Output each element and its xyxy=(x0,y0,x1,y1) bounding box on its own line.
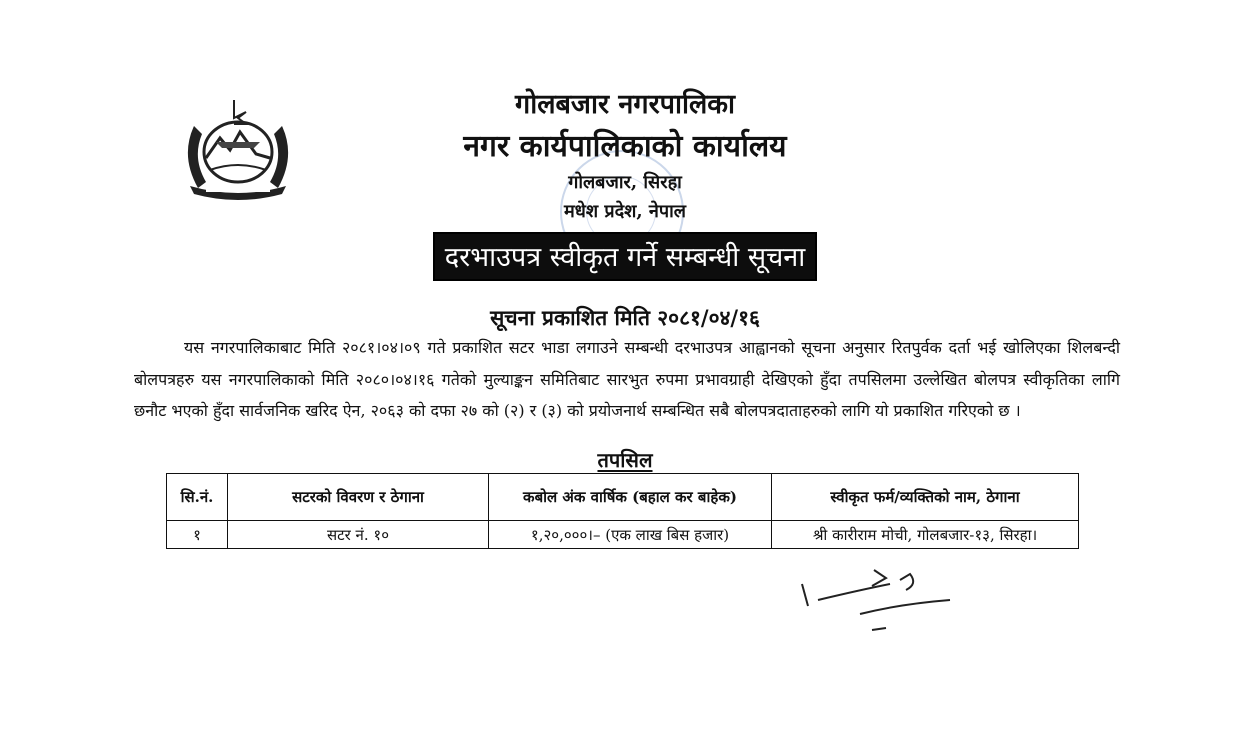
cell-serial: १ xyxy=(167,521,228,549)
col-shutter-header: सटरको विवरण र ठेगाना xyxy=(228,474,489,521)
notice-banner: दरभाउपत्र स्वीकृत गर्ने सम्बन्धी सूचना xyxy=(433,232,817,281)
notice-body: यस नगरपालिकाबाट मिति २०८१।०४।०९ गते प्रकाशित सटर भाडा लगाउने सम्बन्धी दरभाउपत्र आह्वानको सूचना अनुसार रितपुर्वक दर्ता भई खोलिएका शिलबन्दी बोलपत्रहरु यस नगरपालिकाको मिति २०८०।०४।१६ गतेको मुल्याङ्कन समितिबाट सारभुत रुपमा प्रभावग्राही देखिएको हुँदा तपसिलमा उल्लेखित बोलपत्र स्वीकृतिका लागि छनौट भएको हुँदा सार्वजनिक खरिद ऐन, २०६३ को दफा २७ को (२) र (३) को प्रयोजनार्थ सम्बन्धित सबै बोलपत्रदाताहरुको लागि यो प्रकाशित गरिएको छ । xyxy=(134,338,1120,420)
cell-shutter: सटर नं. १० xyxy=(228,521,489,549)
schedule-heading: तपसिल xyxy=(597,448,653,472)
address-line-1: गोलबजार, सिरहा xyxy=(568,172,682,193)
table-row xyxy=(167,521,1079,549)
cell-awardee: श्री कारीराम मोची, गोलबजार-१३, सिरहा। xyxy=(772,521,1079,549)
signature xyxy=(790,560,970,640)
table-header-row xyxy=(167,474,1079,521)
notice-banner-wrap xyxy=(0,232,1250,281)
col-serial-header: सि.नं. xyxy=(167,474,228,521)
col-awardee-header: स्वीकृत फर्म/व्यक्तिको नाम, ठेगाना xyxy=(772,474,1079,521)
office-name: नगर कार्यपालिकाको कार्यालय xyxy=(463,129,787,164)
published-date: सूचना प्रकाशित मिति २०८१/०४/१६ xyxy=(490,305,760,330)
cell-bid-amount: १,२०,०००।– (एक लाख बिस हजार) xyxy=(489,521,772,549)
col-bid-amount-header: कबोल अंक वार्षिक (बहाल कर बाहेक) xyxy=(489,474,772,521)
schedule-heading-wrap xyxy=(0,446,1250,473)
accepted-bid-table xyxy=(166,473,1079,549)
municipality-name: गोलबजार नगरपालिका xyxy=(515,89,735,120)
address-line-2: मधेश प्रदेश, नेपाल xyxy=(564,201,686,222)
